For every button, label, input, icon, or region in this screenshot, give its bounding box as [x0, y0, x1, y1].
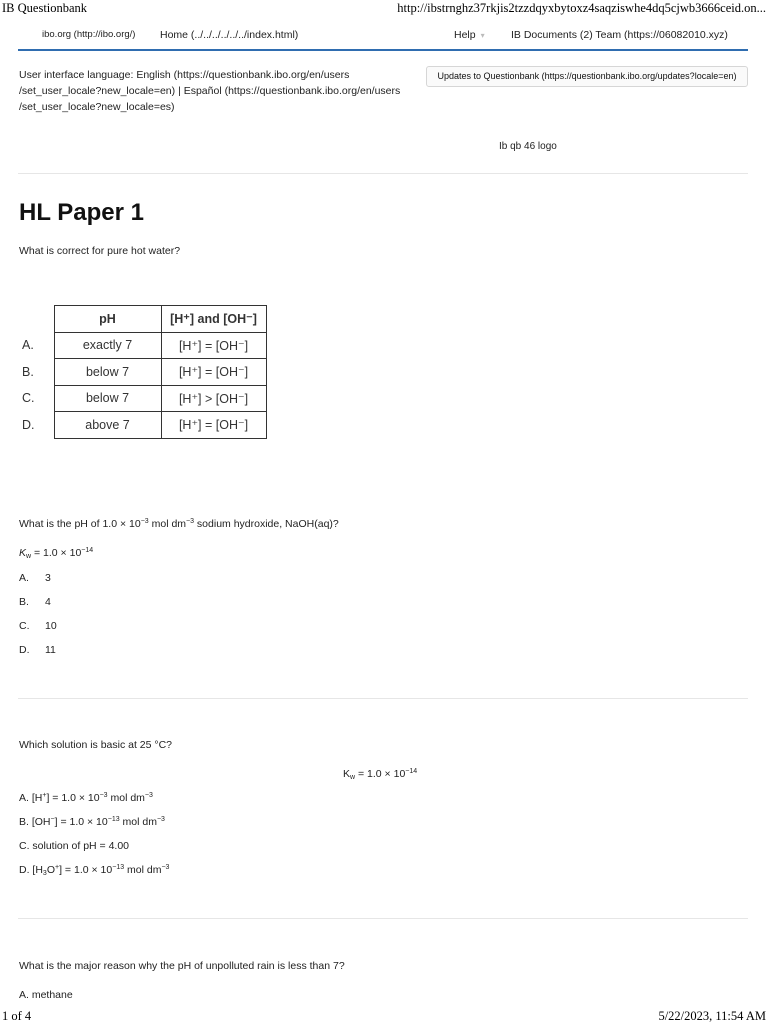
option-label: A.	[22, 338, 34, 353]
q4-option-a: A. methane	[19, 989, 73, 1001]
option-text: D. [H	[19, 864, 43, 876]
table-corner-cell	[18, 306, 54, 333]
question-3-text: Which solution is basic at 25 °C?	[19, 739, 173, 751]
q2-kw-constant	[19, 547, 93, 560]
q3-option-d	[19, 864, 169, 877]
table-row	[18, 359, 266, 386]
q3-option-b	[19, 816, 165, 828]
question-1-table	[18, 305, 267, 439]
unit: mol dm	[124, 864, 162, 876]
option-label: B.	[22, 364, 34, 379]
q2-option-d	[19, 644, 56, 656]
print-page-number: 1 of 4	[2, 1009, 32, 1023]
table-header-ph: pH	[54, 306, 161, 333]
exponent: −3	[144, 792, 153, 799]
language-selector	[19, 67, 419, 115]
print-datetime: 5/22/2023, 11:54 AM	[658, 1009, 766, 1023]
logo-alt-text: Ib qb 46 logo	[499, 141, 557, 152]
exponent: −13	[112, 864, 125, 871]
question-2-text	[19, 518, 339, 530]
option-relation: [H⁺] = [OH⁻]	[161, 332, 266, 359]
question-1-text: What is correct for pure hot water?	[19, 245, 181, 257]
option-text: A. [H	[19, 792, 43, 804]
q2-option-c	[19, 620, 57, 632]
nav-link-home[interactable]: Home (../../../../../../index.html)	[160, 29, 299, 41]
kw-value: = 1.0 × 10	[31, 547, 82, 559]
kw-symbol: K	[343, 768, 351, 780]
divider	[18, 173, 748, 174]
kw-symbol: K	[19, 547, 27, 559]
nav-link-docs[interactable]: IB Documents (2) Team (https://06082010.xyz)	[511, 29, 728, 41]
chevron-down-icon: ▾	[480, 31, 485, 40]
q2-exponent: −3	[186, 518, 195, 525]
charge: +	[55, 864, 60, 871]
option-value: 3	[45, 572, 51, 584]
table-header-row	[18, 306, 266, 333]
charge: −	[50, 816, 55, 823]
q3-option-a	[19, 792, 153, 804]
q2-text-part: What is the pH of 1.0 × 10	[19, 518, 141, 530]
print-footer	[0, 1008, 768, 1024]
print-page-title: IB Questionbank	[2, 1, 88, 15]
print-page-url: http://ibstrnghz37rkjis2tzzdqyxbytoxz4saqziswhe4dq5cjwb3666ceid.on...	[397, 1, 766, 15]
q2-option-b	[19, 596, 51, 608]
option-text: ] = 1.0 × 10	[59, 864, 113, 876]
nav-help-label: Help	[454, 29, 476, 41]
option-ph: below 7	[54, 385, 161, 412]
option-value: 4	[45, 596, 51, 608]
option-text: ] = 1.0 × 10	[46, 792, 100, 804]
table-row	[18, 385, 266, 412]
kw-subscript: w	[350, 774, 356, 781]
nav-link-ibo[interactable]: ibo.org (http://ibo.org/)	[42, 29, 136, 40]
option-relation: [H⁺] = [OH⁻]	[161, 359, 266, 386]
option-ph: above 7	[54, 412, 161, 439]
top-navbar	[18, 24, 748, 51]
q2-exponent: −3	[140, 518, 149, 525]
table-header-concentration: [H⁺] and [OH⁻]	[161, 306, 266, 333]
table-row	[18, 332, 266, 359]
exponent: −3	[161, 864, 170, 871]
kw-value: = 1.0 × 10	[355, 768, 406, 780]
language-line-1[interactable]: User interface language: English (https://questionbank.ibo.org/en/users	[19, 69, 350, 81]
table-row	[18, 412, 266, 439]
kw-subscript: w	[26, 553, 32, 560]
q3-option-c: C. solution of pH = 4.00	[19, 840, 130, 852]
option-text: O	[46, 864, 55, 876]
option-text: B. [OH	[19, 816, 51, 828]
option-relation: [H⁺] > [OH⁻]	[161, 385, 266, 412]
q2-text-part: mol dm	[148, 518, 187, 530]
language-line-3[interactable]: /set_user_locale?new_locale=es)	[19, 101, 175, 113]
kw-exponent: −14	[405, 768, 418, 775]
divider	[18, 918, 748, 919]
q2-option-a	[19, 572, 51, 584]
unit: mol dm	[119, 816, 157, 828]
option-letter: A.	[19, 572, 29, 584]
option-letter: C.	[19, 620, 30, 632]
subscript: 3	[42, 870, 47, 877]
page-title: HL Paper 1	[19, 199, 144, 226]
charge: +	[42, 792, 47, 799]
divider	[18, 698, 748, 699]
q3-kw-constant	[343, 768, 417, 781]
exponent: −3	[99, 792, 108, 799]
unit: mol dm	[107, 792, 145, 804]
kw-exponent: −14	[81, 547, 94, 554]
option-relation: [H⁺] = [OH⁻]	[161, 412, 266, 439]
option-label: D.	[22, 417, 35, 432]
option-ph: exactly 7	[54, 332, 161, 359]
option-text: ] = 1.0 × 10	[54, 816, 108, 828]
nav-help-dropdown[interactable]	[454, 29, 485, 41]
question-4-text: What is the major reason why the pH of unpolluted rain is less than 7?	[19, 960, 345, 972]
option-ph: below 7	[54, 359, 161, 386]
option-label: C.	[22, 391, 35, 406]
option-value: 10	[45, 620, 57, 632]
option-letter: B.	[19, 596, 29, 608]
print-header	[0, 0, 768, 18]
exponent: −3	[156, 816, 165, 823]
option-letter: D.	[19, 644, 30, 656]
updates-button[interactable]: Updates to Questionbank (https://questionbank.ibo.org/updates?locale=en)	[426, 66, 748, 87]
q2-text-part: sodium hydroxide, NaOH(aq)?	[194, 518, 339, 530]
exponent: −13	[107, 816, 120, 823]
language-line-2[interactable]: /set_user_locale?new_locale=en) | Español (https://questionbank.ibo.org/en/users	[19, 85, 401, 97]
option-value: 11	[45, 644, 56, 656]
